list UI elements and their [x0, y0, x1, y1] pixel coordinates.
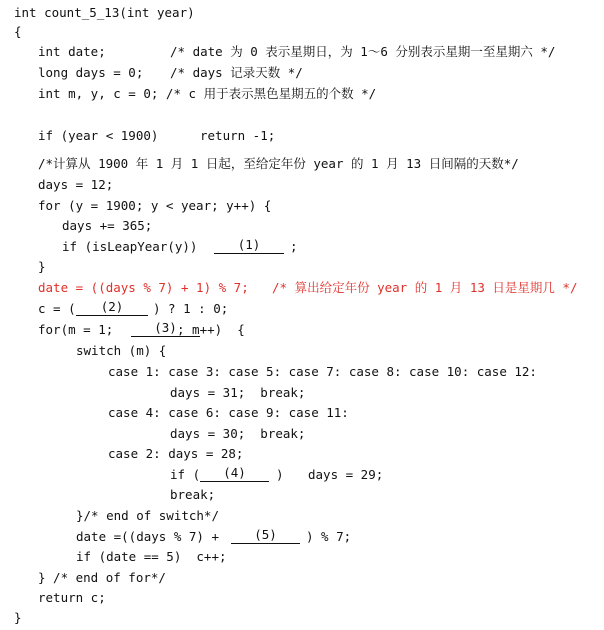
code-text: /* 算出给定年份 year 的 1 月 13 日是星期几 */ [272, 280, 578, 295]
code-text: ) % 7; [306, 529, 352, 544]
code-text: date =((days % 7) + [76, 529, 219, 544]
code-text: c = ( [38, 301, 76, 316]
code-text: days = 31; break; [170, 385, 306, 400]
code-text: switch (m) { [76, 343, 167, 358]
code-text: /*计算从 1900 年 1 月 1 日起，至给定年份 year 的 1 月 13 日间隔的天数*/ [38, 156, 519, 171]
code-text: if (isLeapYear(y)) [62, 239, 198, 254]
code-text: }/* end of switch*/ [76, 508, 219, 523]
code-text: case 2: days = 28; [108, 446, 244, 461]
code-text: break; [170, 487, 216, 502]
code-text: ) ? 1 : 0; [153, 301, 229, 316]
code-text: int date; [38, 44, 106, 59]
code-text: if ( [170, 467, 201, 482]
code-text: ; m++) { [177, 322, 245, 337]
answer-blank: (3) [131, 320, 200, 337]
answer-blank: (2) [76, 299, 148, 316]
code-text: case 1: case 3: case 5: case 7: case 8: case 10: case 12: [108, 364, 537, 379]
answer-blank: (1) [214, 237, 284, 254]
code-text: case 4: case 6: case 9: case 11: [108, 405, 349, 420]
code-text: ; [290, 239, 298, 254]
code-text: for(m = 1; [38, 322, 114, 337]
code-text: return c; [38, 590, 106, 605]
code-text: /* date 为 0 表示星期日，为 1～6 分别表示星期一至星期六 */ [170, 44, 556, 59]
code-text: /* days 记录天数 */ [170, 65, 303, 80]
answer-blank: (4) [200, 465, 269, 482]
code-text: if (year < 1900) [38, 128, 159, 143]
answer-blank: (5) [231, 527, 300, 544]
code-text: for (y = 1900; y < year; y++) { [38, 198, 272, 213]
code-text: days = 12; [38, 177, 114, 192]
code-text: long days = 0; [38, 65, 144, 80]
code-text: days = 30; break; [170, 426, 306, 441]
code-text: } [38, 259, 46, 274]
code-text: date = ((days % 7) + 1) % 7; [38, 280, 249, 295]
code-text: int count_5_13(int year) [14, 5, 195, 20]
code-text: return -1; [200, 128, 276, 143]
code-text: } [14, 610, 22, 625]
code-text: days += 365; [62, 218, 153, 233]
code-text: days = 29; [308, 467, 384, 482]
code-text: } /* end of for*/ [38, 570, 166, 585]
code-text: ) [276, 467, 284, 482]
code-text: int m, y, c = 0; /* c 用于表示黑色星期五的个数 */ [38, 86, 377, 101]
code-text: { [14, 24, 22, 39]
code-text: if (date == 5) c++; [76, 549, 227, 564]
